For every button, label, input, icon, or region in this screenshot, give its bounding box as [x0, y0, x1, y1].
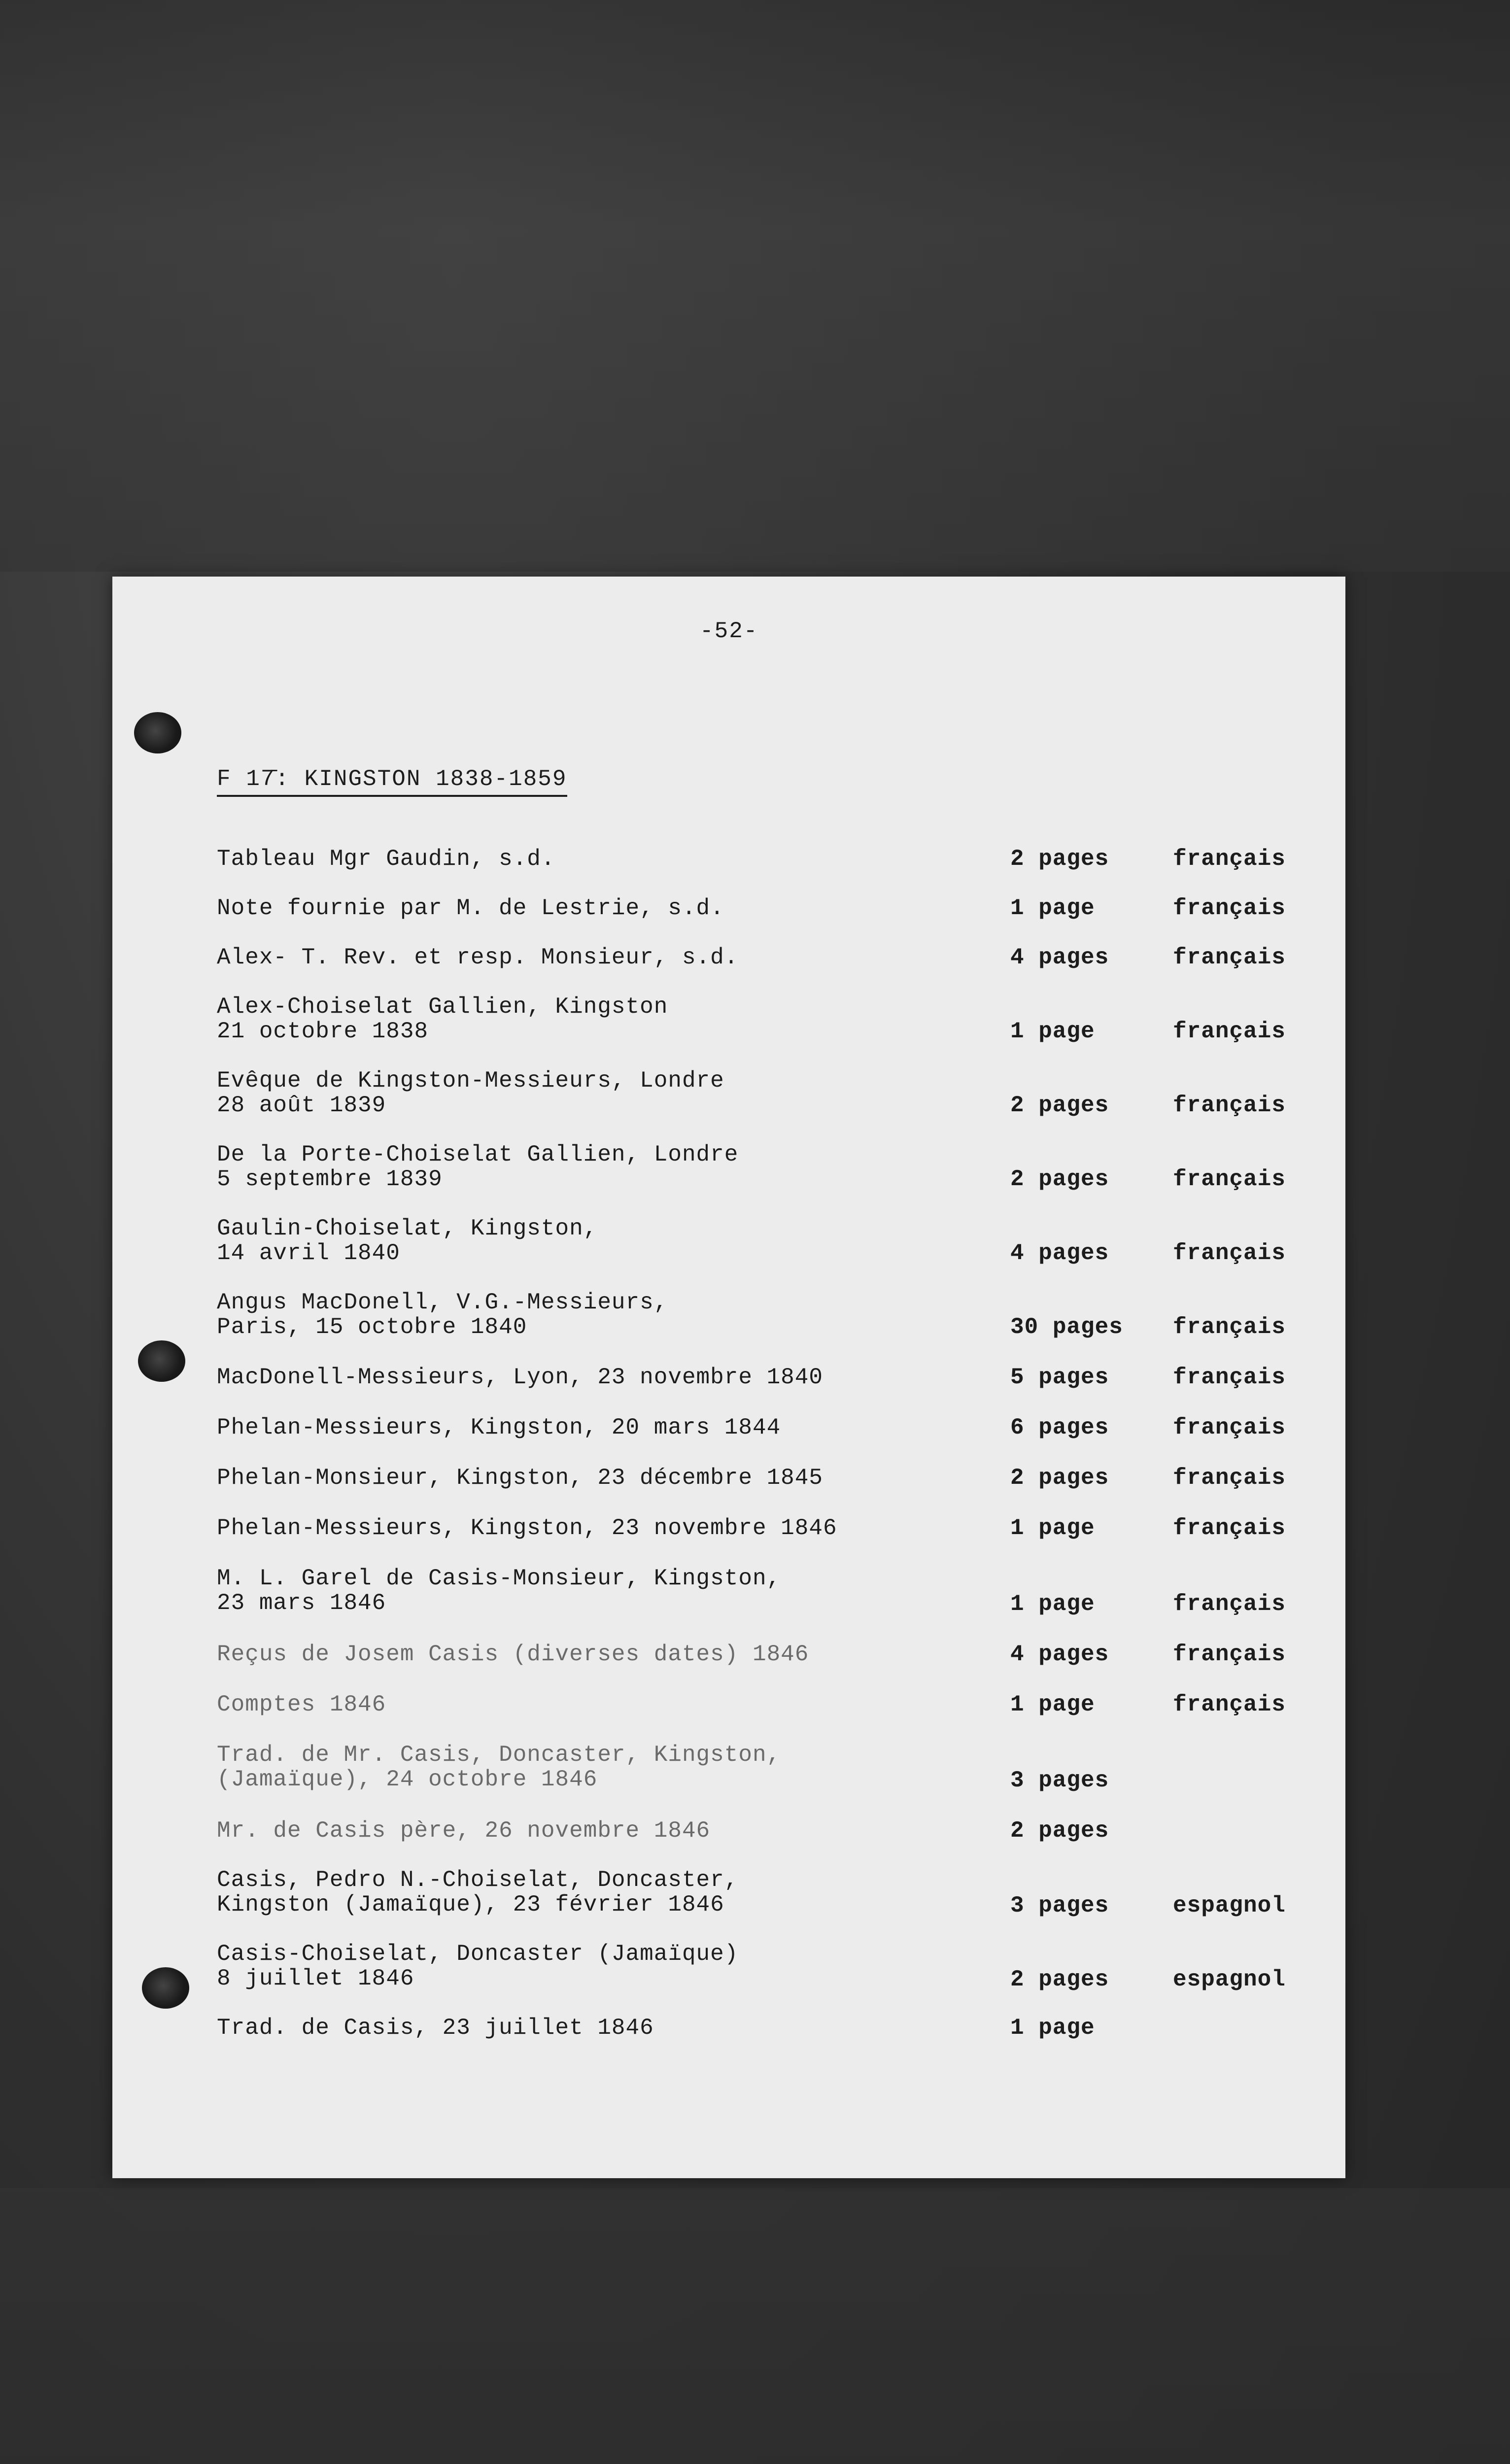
entry-description: Evêque de Kingston-Messieurs, Londre 28 août 1839: [217, 1068, 724, 1118]
entry-language: français: [1173, 1465, 1286, 1491]
entry-description: Alex- T. Rev. et resp. Monsieur, s.d.: [217, 945, 739, 970]
entry-pages: 3 pages: [1010, 1893, 1109, 1918]
entry-description: Comptes 1846: [217, 1692, 386, 1717]
entry-pages: 3 pages: [1010, 1768, 1109, 1793]
entry-pages: 1 page: [1010, 1591, 1095, 1617]
entry-language: français: [1173, 1692, 1286, 1717]
entry-language: espagnol: [1173, 1967, 1286, 1992]
entry-description: Phelan-Monsieur, Kingston, 23 décembre 1845: [217, 1465, 823, 1491]
entry-language: français: [1173, 1642, 1286, 1667]
entry-description: Gaulin-Choiselat, Kingston, 14 avril 1840: [217, 1216, 598, 1266]
entry-pages: 2 pages: [1010, 1166, 1109, 1192]
entry-pages: 4 pages: [1010, 1240, 1109, 1266]
entry-language: français: [1173, 1019, 1286, 1044]
entry-description: Tableau Mgr Gaudin, s.d.: [217, 846, 555, 872]
entry-description: Alex-Choiselat Gallien, Kingston 21 octobre 1838: [217, 994, 668, 1044]
entry-description: Trad. de Mr. Casis, Doncaster, Kingston, (Jamaïque), 24 octobre 1846: [217, 1742, 781, 1792]
entry-language: français: [1173, 1591, 1286, 1617]
entry-pages: 2 pages: [1010, 1093, 1109, 1118]
entry-pages: 2 pages: [1010, 846, 1109, 872]
entry-language: français: [1173, 895, 1286, 921]
entry-language: français: [1173, 945, 1286, 970]
scan-background-top: [0, 0, 1510, 572]
entry-language: français: [1173, 1166, 1286, 1192]
page-number: -52-: [700, 618, 758, 644]
entry-pages: 4 pages: [1010, 945, 1109, 970]
entry-description: Note fournie par M. de Lestrie, s.d.: [217, 895, 724, 921]
entry-language: français: [1173, 846, 1286, 872]
entry-description: Casis, Pedro N.-Choiselat, Doncaster, Kingston (Jamaïque), 23 février 1846: [217, 1867, 739, 1917]
entry-language: espagnol: [1173, 1893, 1286, 1918]
entry-pages: 1 page: [1010, 1019, 1095, 1044]
entry-description: Trad. de Casis, 23 juillet 1846: [217, 2015, 654, 2041]
entry-language: français: [1173, 1240, 1286, 1266]
entry-description: Mr. de Casis père, 26 novembre 1846: [217, 1818, 711, 1844]
punch-hole-icon: [142, 1967, 189, 2009]
entry-pages: 1 page: [1010, 1515, 1095, 1541]
entry-language: français: [1173, 1515, 1286, 1541]
entry-description: MacDonell-Messieurs, Lyon, 23 novembre 1840: [217, 1365, 823, 1390]
entry-pages: 4 pages: [1010, 1642, 1109, 1667]
entry-description: Phelan-Messieurs, Kingston, 20 mars 1844: [217, 1415, 781, 1440]
entry-language: français: [1173, 1415, 1286, 1440]
punch-hole-icon: [138, 1340, 185, 1382]
entry-language: français: [1173, 1093, 1286, 1118]
entry-pages: 30 pages: [1010, 1314, 1123, 1340]
entry-description: Reçus de Josem Casis (diverses dates) 1846: [217, 1642, 809, 1667]
entry-language: français: [1173, 1365, 1286, 1390]
entry-description: Phelan-Messieurs, Kingston, 23 novembre 1846: [217, 1515, 837, 1541]
entry-pages: 2 pages: [1010, 1465, 1109, 1491]
entry-description: De la Porte-Choiselat Gallien, Londre 5 septembre 1839: [217, 1142, 739, 1192]
section-heading: F 17̄: KINGSTON 1838-1859: [217, 766, 567, 797]
entry-pages: 1 page: [1010, 2015, 1095, 2041]
entry-pages: 5 pages: [1010, 1365, 1109, 1390]
entry-description: M. L. Garel de Casis-Monsieur, Kingston, 23 mars 1846: [217, 1566, 781, 1616]
entry-language: français: [1173, 1314, 1286, 1340]
punch-hole-icon: [134, 712, 181, 753]
entry-pages: 6 pages: [1010, 1415, 1109, 1440]
entry-description: Casis-Choiselat, Doncaster (Jamaïque) 8 juillet 1846: [217, 1941, 739, 1991]
entry-pages: 2 pages: [1010, 1967, 1109, 1992]
entry-pages: 2 pages: [1010, 1818, 1109, 1844]
entry-description: Angus MacDonell, V.G.-Messieurs, Paris, 15 octobre 1840: [217, 1290, 668, 1340]
entry-pages: 1 page: [1010, 895, 1095, 921]
scan-background-bottom: [0, 2188, 1510, 2464]
entry-pages: 1 page: [1010, 1692, 1095, 1717]
